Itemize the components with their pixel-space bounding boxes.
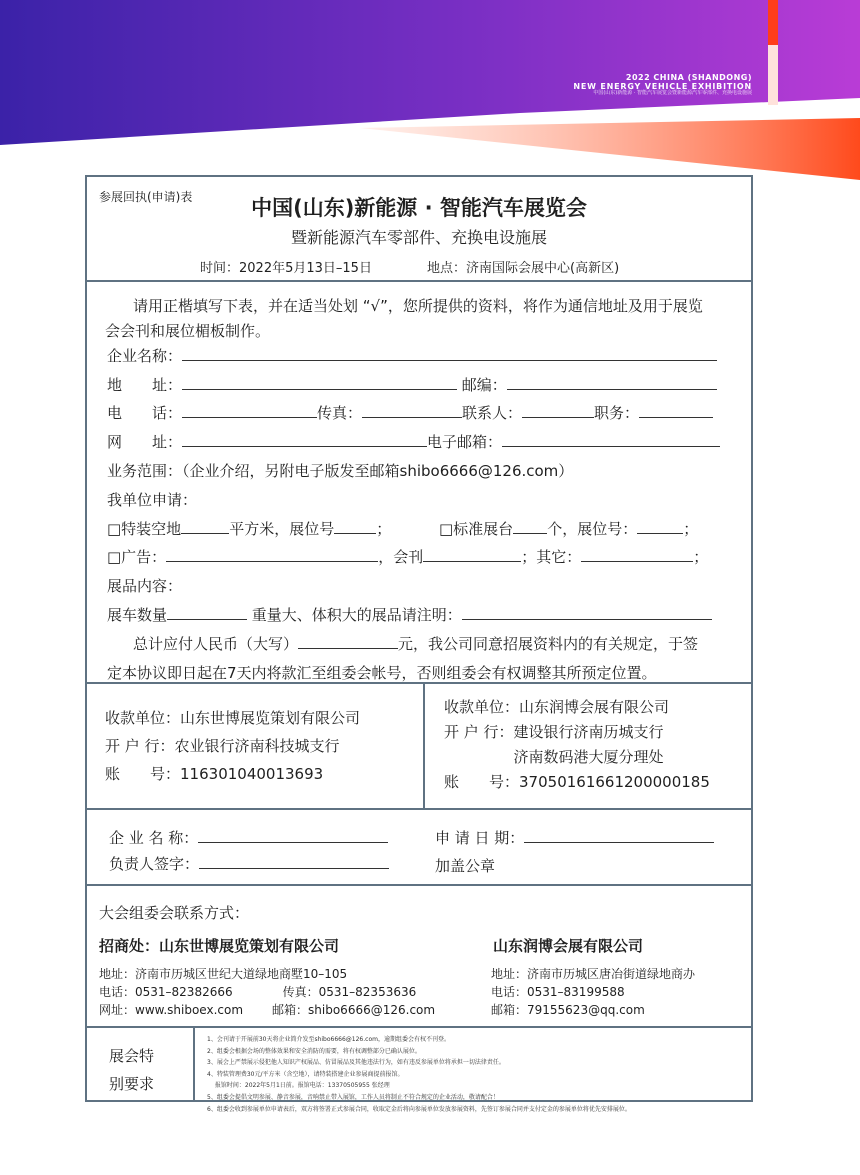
special-label — [109, 1042, 154, 1098]
bank-label: 开 户 行： — [444, 723, 514, 741]
special-space-area-field[interactable] — [181, 519, 229, 534]
left-fax: 传真：0531–82353636 — [282, 985, 417, 999]
exhibits-label: 展品内容： — [107, 577, 183, 595]
standard-booth-number-field[interactable] — [637, 519, 683, 534]
intro-line-1: 请用正楷填写下表，并在适当处划 “√”，您所提供的资料，将作为通信地址及用于展览 — [133, 297, 703, 315]
organizer-right-details — [491, 965, 695, 1019]
sqm-label: 平方米，展位号 — [229, 520, 335, 538]
contact-label: 联系人： — [462, 404, 523, 422]
special-divider — [193, 1028, 195, 1100]
other-label: ；其它： — [521, 548, 582, 566]
left-phone: 电话：0531–82382666 — [99, 985, 233, 999]
catalog-label: ，会刊 — [378, 548, 424, 566]
unit-label: 个，展位号： — [547, 520, 638, 538]
agreement-text-1: 元，我公司同意招展资料内的有关规定，于签 — [398, 635, 699, 653]
exhibition-venue: 地点：济南国际会展中心(高新区) — [427, 261, 620, 276]
email-label: 电子邮箱： — [427, 433, 503, 451]
logo-line-2: NEW ENERGY VEHICLE EXHIBITION — [573, 82, 752, 92]
signature-field[interactable] — [199, 854, 389, 869]
account-label: 账 号： — [105, 765, 181, 783]
cars-count-label: 展车数量 — [107, 606, 168, 624]
note-item: 3、展会上严禁展示侵犯他人知识产权展品、仿冒展品及其他违法行为，如有违反参展单位将承担一切法律责任。 — [207, 1059, 505, 1067]
payee-value: 山东世博展览策划有限公司 — [180, 709, 361, 727]
signature-section — [87, 810, 751, 886]
special-booth-number-field[interactable] — [334, 519, 376, 534]
address-label: 地 址： — [107, 376, 183, 394]
note-item: 1、会刊请于开展前30天将企业简介发至shibo6666@126.com，逾期组委会有权不刊登。 — [207, 1036, 450, 1043]
form-header — [87, 177, 751, 282]
bank-value: 建设银行济南历城支行 — [513, 723, 664, 741]
left-email[interactable]: 邮箱：shibo6666@126.com — [272, 1003, 436, 1017]
website-label: 网 址： — [107, 433, 183, 451]
account-value: 37050161661200000185 — [519, 773, 710, 791]
ad-checkbox[interactable]: □广告： — [107, 548, 167, 566]
sign-company-label: 企 业 名 称： — [109, 829, 199, 847]
signature-label: 负责人签字： — [109, 855, 200, 873]
account-value: 116301040013693 — [180, 765, 324, 783]
stamp-label: 加盖公章 — [435, 857, 496, 875]
other-field[interactable] — [581, 547, 693, 562]
note-item: 6、组委会收到参展单位申请表后，双方将签署正式参展合同，收取定金后将向参展单位发放参展资料，先签订参展合同并支付定金的参展单位将优先安排展位。 — [207, 1105, 631, 1113]
logo-line-1: 2022 CHINA (SHANDONG) — [625, 73, 752, 82]
contacts-section — [87, 886, 751, 1028]
right-address: 地址：济南市历城区唐冶街道绿地商办 — [491, 967, 696, 981]
orange-stripe — [360, 118, 860, 180]
special-space-checkbox[interactable]: □特装空地 — [107, 520, 182, 538]
note-item: 4、特装管理费30元/平方米（含空地），请特装搭建企业参展商提前报馆。 — [207, 1070, 404, 1078]
payment-right — [444, 695, 710, 795]
contacts-heading: 大会组委会联系方式： — [99, 904, 250, 922]
company-name-label: 企业名称： — [107, 347, 183, 365]
postcode-field[interactable] — [507, 375, 717, 390]
entry-section — [87, 282, 751, 684]
exhibition-logo-text — [573, 73, 752, 97]
special-label-line-1: 展会特 — [109, 1047, 155, 1065]
heavy-items-label: 重量大、体积大的展品请注明： — [251, 606, 462, 624]
position-field[interactable] — [639, 403, 713, 418]
special-requirements-section — [87, 1028, 751, 1113]
payment-section — [87, 684, 751, 810]
organizer-left-details — [99, 965, 435, 1019]
separator-semicolon: ； — [693, 548, 709, 566]
page-subtitle: 暨新能源汽车零部件、充换电设施展 — [290, 228, 547, 247]
left-address: 地址：济南市历城区世纪大道绿地商墅10–105 — [99, 967, 348, 981]
application-form — [85, 175, 753, 1113]
standard-booth-count-field[interactable] — [513, 519, 547, 534]
apply-date-label: 申 请 日 期： — [435, 829, 525, 847]
organizer-right-title: 山东润博会展有限公司 — [493, 937, 644, 955]
white-bar — [768, 45, 778, 105]
note-item: 5、组委会提倡文明参展、静音参展，音响禁止带入展馆，工作人员将制止不符合规定的企业活动，敬请配合！ — [207, 1093, 499, 1101]
payee-value: 山东润博会展有限公司 — [519, 698, 670, 716]
payment-left — [105, 704, 360, 788]
standard-booth-checkbox[interactable]: □标准展台 — [439, 520, 514, 538]
note-item: 报馆时间：2022年5月1日前。报馆电话：13370505955 张经理 — [207, 1082, 390, 1090]
phone-label: 电 话： — [107, 404, 183, 422]
header-banner — [0, 0, 860, 180]
intro-line-2: 会会刊和展位楣板制作。 — [105, 322, 271, 340]
account-label: 账 号： — [444, 773, 520, 791]
postcode-label: 邮编： — [461, 376, 507, 394]
website-field[interactable] — [182, 432, 427, 447]
fax-label: 传真： — [317, 404, 363, 422]
payee-label: 收款单位： — [105, 709, 181, 727]
sign-company-field[interactable] — [198, 828, 388, 843]
agreement-text-2: 定本协议即日起在7天内将款汇至组委会帐号，否则组委会有权调整其所预定位置。 — [107, 664, 657, 682]
right-email[interactable]: 邮箱：79155623@qq.com — [491, 1003, 645, 1017]
total-amount-label: 总计应付人民币（大写） — [133, 635, 299, 653]
logo-line-3: 中国(山东)新能源 · 智能汽车展览会暨新能源汽车零部件、充换电设施展 — [593, 90, 752, 97]
total-amount-field[interactable] — [298, 634, 398, 649]
separator-semicolon: ； — [376, 520, 392, 538]
email-field[interactable] — [502, 432, 720, 447]
note-item: 2、组委会根据会场的整体效果和安全消防的需要，将有权调整部分已确认展位。 — [207, 1047, 421, 1055]
bank-label: 开 户 行： — [105, 737, 175, 755]
fax-field[interactable] — [362, 403, 462, 418]
left-website[interactable]: 网址：www.shiboex.com — [99, 1003, 244, 1017]
ad-field[interactable] — [166, 547, 378, 562]
company-name-field[interactable] — [182, 346, 717, 361]
organizer-left-title: 招商处：山东世博展览策划有限公司 — [99, 937, 340, 955]
exhibition-time: 时间：2022年5月13日–15日 — [200, 261, 372, 276]
address-field[interactable] — [182, 375, 457, 390]
bank-value: 农业银行济南科技城支行 — [174, 737, 340, 755]
form-type-label: 参展回执(申请)表 — [99, 190, 193, 204]
position-label: 职务： — [594, 404, 640, 422]
apply-label: 我单位申请： — [107, 491, 198, 509]
catalog-field[interactable] — [423, 547, 521, 562]
payment-divider — [423, 684, 425, 808]
special-notes — [207, 1034, 631, 1115]
right-phone: 电话：0531–83199588 — [491, 985, 625, 999]
cars-count-field[interactable] — [167, 605, 247, 620]
business-scope-label: 业务范围：（企业介绍，另附电子版发至邮箱shibo6666@126.com） — [107, 462, 574, 480]
phone-field[interactable] — [182, 403, 317, 418]
payee-label: 收款单位： — [444, 698, 520, 716]
heavy-items-field[interactable] — [462, 605, 712, 620]
page-title: 中国(山东)新能源 · 智能汽车展览会 — [251, 196, 587, 220]
contact-field[interactable] — [522, 403, 594, 418]
special-label-line-2: 别要求 — [109, 1075, 155, 1093]
apply-date-field[interactable] — [524, 828, 714, 843]
separator-semicolon: ； — [683, 520, 699, 538]
bank-branch-value: 济南数码港大厦分理处 — [513, 748, 664, 766]
